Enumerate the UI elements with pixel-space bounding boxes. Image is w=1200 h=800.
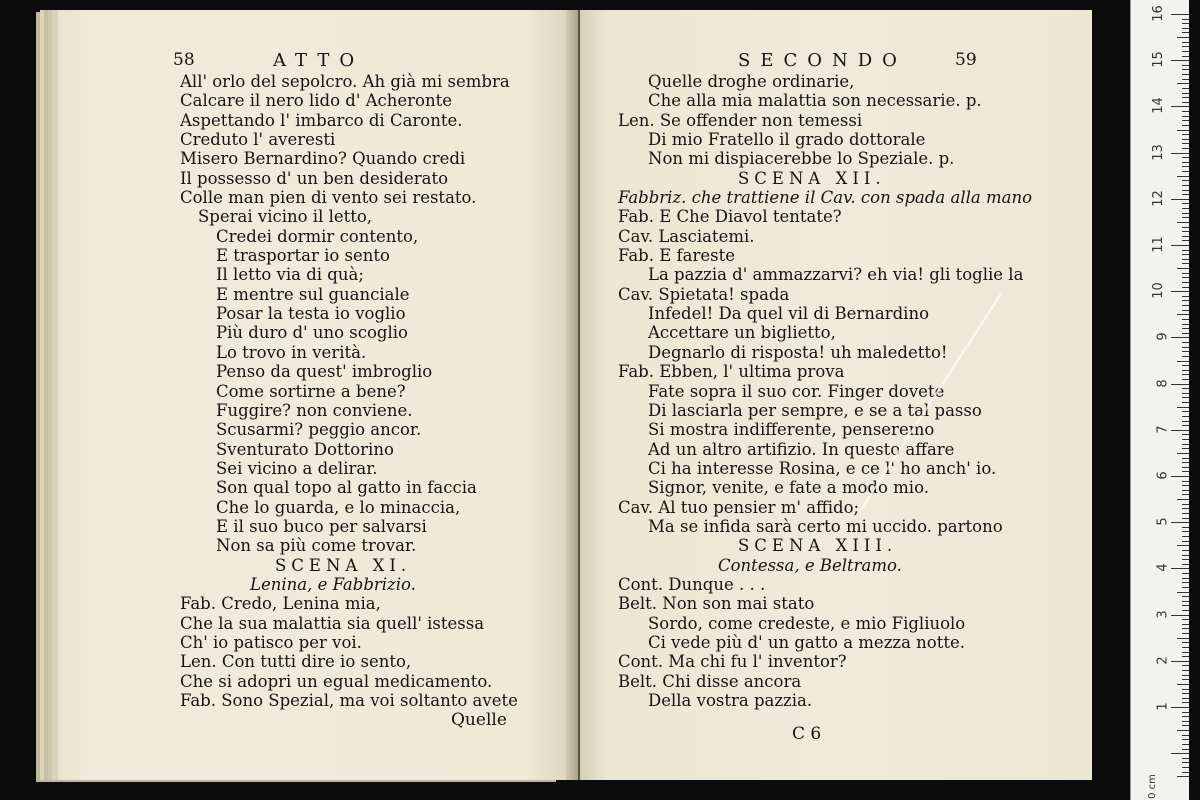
ruler-tick (1182, 259, 1189, 260)
ruler-tick (1182, 365, 1189, 366)
left-line: Fab. Sono Spezial, ma voi soltanto avete (180, 691, 518, 710)
ruler-tick (1182, 231, 1189, 232)
ruler-tick (1182, 504, 1189, 505)
ruler-tick (1182, 342, 1189, 343)
ruler-tick (1182, 421, 1189, 422)
ruler-tick (1182, 300, 1189, 301)
ruler-tick (1182, 642, 1189, 643)
ruler-tick (1182, 194, 1189, 195)
right-line: Fabbriz. che trattiene il Cav. con spada alla mano (618, 188, 1032, 208)
ruler-tick (1182, 171, 1189, 172)
ruler-tick (1182, 28, 1189, 29)
ruler-tick (1182, 448, 1189, 449)
right-line: Fab. Ebben, l' ultima prova (618, 362, 845, 382)
left-line: Che lo guarda, e lo minaccia, (216, 497, 461, 517)
ruler-tick (1182, 236, 1189, 237)
ruler-tick (1182, 111, 1189, 112)
left-line: E trasportar io sento (216, 246, 390, 266)
right-line: Ad un altro artifizio. In questo affare (648, 439, 955, 459)
left-line: Sventurato Dottorino (216, 439, 394, 459)
left-line: Il possesso d' un ben desiderato (180, 168, 449, 188)
left-line: Come sortirne a bene? (216, 381, 406, 401)
right-line: Non mi dispiacerebbe lo Speziale. p. (648, 149, 955, 169)
ruler-tick (1182, 411, 1189, 412)
left-line: Più duro d' uno scoglio (216, 323, 408, 343)
ruler-tick (1177, 545, 1189, 546)
left-line: Son qual topo al gatto in faccia (216, 478, 477, 498)
left-line: Non sa più come trovar. (216, 536, 417, 556)
ruler-tick (1171, 522, 1189, 523)
ruler-tick (1182, 518, 1189, 519)
page-number-right: 59 (955, 50, 977, 70)
ruler-tick (1182, 148, 1189, 149)
ruler-tick (1171, 753, 1189, 754)
ruler-tick (1182, 74, 1189, 75)
ruler-tick (1182, 458, 1189, 459)
ruler-tick (1177, 37, 1189, 38)
ruler-tick (1182, 397, 1189, 398)
ruler-tick (1182, 296, 1189, 297)
ruler-tick (1182, 596, 1189, 597)
ruler-tick (1182, 351, 1189, 352)
ruler-tick (1182, 508, 1189, 509)
right-line: Accettare un biglietto, (648, 323, 836, 343)
ruler-tick (1182, 721, 1189, 722)
ruler-tick (1182, 374, 1189, 375)
ruler-tick (1182, 550, 1189, 551)
ruler-tick (1182, 65, 1189, 66)
left-line: All' orlo del sepolcro. Ah già mi sembra (180, 72, 510, 91)
ruler-number: 4 (1155, 563, 1171, 573)
ruler-tick (1177, 314, 1189, 315)
ruler-tick (1182, 633, 1189, 634)
right-line: Cav. Lasciatemi. (618, 226, 755, 246)
signature-mark: C 6 (792, 724, 822, 744)
left-line: SCENA XI. (275, 555, 412, 575)
left-line: Penso da quest' imbroglio (216, 362, 433, 382)
ruler-tick (1182, 416, 1189, 417)
left-line: Scusarmi? peggio ancor. (216, 420, 422, 440)
ruler-tick (1182, 467, 1189, 468)
ruler-tick (1182, 46, 1189, 47)
right-line: Quelle droghe ordinarie, (648, 72, 855, 91)
right-line: Fate sopra il suo cor. Finger dovete (648, 381, 945, 401)
ruler-number: 13 (1151, 143, 1167, 161)
ruler-number: 6 (1155, 471, 1171, 480)
ruler-tick (1182, 162, 1189, 163)
left-line: Aspettando l' imbarco di Caronte. (180, 110, 463, 130)
ruler-tick (1182, 513, 1189, 514)
ruler-tick (1182, 282, 1189, 283)
catchword: Quelle (451, 710, 507, 730)
ruler-tick (1182, 619, 1189, 620)
ruler-tick (1171, 337, 1189, 338)
right-line: La pazzia d' ammazzarvi? eh via! gli toglie la (648, 265, 1024, 285)
left-line: Il letto via di quà; (216, 265, 364, 285)
ruler-tick (1171, 199, 1189, 200)
ruler-tick (1182, 51, 1189, 52)
ruler-tick (1182, 393, 1189, 394)
ruler-tick (1182, 587, 1189, 588)
page-number-left: 58 (173, 50, 195, 70)
right-line: Contessa, e Beltramo. (718, 555, 902, 575)
ruler-tick (1177, 83, 1189, 84)
ruler-tick (1177, 730, 1189, 731)
ruler-tick (1182, 601, 1189, 602)
right-line: Cont. Ma chi fu l' inventor? (618, 652, 847, 672)
left-line: Ch' io patisco per voi. (180, 632, 362, 652)
ruler-tick (1182, 305, 1189, 306)
left-line: Misero Bernardino? Quando credi (180, 149, 466, 169)
ruler-tick (1182, 88, 1189, 89)
ruler-tick (1182, 287, 1189, 288)
ruler-tick (1182, 240, 1189, 241)
ruler-tick (1177, 684, 1189, 685)
ruler-tick (1182, 531, 1189, 532)
ruler-tick (1182, 139, 1189, 140)
ruler-number: 10 (1151, 282, 1167, 299)
ruler-tick (1171, 661, 1189, 662)
ruler-tick (1177, 407, 1189, 408)
ruler-tick (1182, 536, 1189, 537)
ruler-tick (1182, 425, 1189, 426)
ruler-tick (1182, 56, 1189, 57)
ruler-tick (1182, 712, 1189, 713)
ruler-number: 2 (1155, 656, 1171, 665)
ruler-tick (1182, 485, 1189, 486)
left-line: Sei vicino a delirar. (216, 458, 378, 478)
right-page-text (618, 72, 1032, 710)
ruler-tick (1182, 494, 1189, 495)
ruler-tick (1182, 388, 1189, 389)
ruler-tick (1182, 333, 1189, 334)
right-line: Di lasciarla per sempre, e se a tal passo (648, 400, 982, 420)
ruler-tick (1182, 564, 1189, 565)
ruler-tick (1182, 203, 1189, 204)
ruler-tick (1171, 106, 1189, 107)
ruler-tick (1182, 578, 1189, 579)
ruler-tick (1182, 735, 1189, 736)
ruler-number: 11 (1151, 236, 1167, 253)
right-line: Si mostra indifferente, penseremo (648, 420, 935, 440)
ruler-number: 15 (1151, 51, 1167, 68)
ruler-number: 9 (1155, 332, 1171, 342)
left-line: Colle man pien di vento sei restato. (180, 188, 477, 208)
ruler-tick (1182, 250, 1189, 251)
ruler-tick (1177, 361, 1189, 362)
ruler-tick (1182, 379, 1189, 380)
ruler-tick (1182, 624, 1189, 625)
ruler-tick (1182, 462, 1189, 463)
ruler-tick (1182, 471, 1189, 472)
ruler-tick (1182, 647, 1189, 648)
ruler-number: 16 (1151, 5, 1167, 22)
ruler-tick (1171, 291, 1189, 292)
ruler-tick (1182, 166, 1189, 167)
ruler-tick (1182, 698, 1189, 699)
ruler-tick (1182, 541, 1189, 542)
ruler-number: 14 (1151, 97, 1167, 115)
right-line: Fab. E fareste (618, 246, 735, 266)
ruler-tick (1182, 254, 1189, 255)
ruler-tick (1182, 143, 1189, 144)
right-line: Sordo, come credeste, e mio Figliuolo (648, 613, 966, 633)
left-line: Posar la testa io voglio (216, 304, 406, 324)
ruler-tick (1171, 707, 1189, 708)
ruler-tick (1182, 93, 1189, 94)
right-line: SCENA XII. (738, 168, 886, 188)
ruler-tick (1182, 481, 1189, 482)
measuring-ruler (1130, 0, 1189, 800)
right-line: SCENA XIII. (738, 536, 898, 556)
ruler-tick (1182, 689, 1189, 690)
ruler-number: 3 (1155, 609, 1171, 619)
ruler-tick (1182, 180, 1189, 181)
ruler-tick (1177, 776, 1189, 777)
ruler-tick (1182, 693, 1189, 694)
left-line: Creduto l' averesti (180, 130, 336, 150)
ruler-tick (1182, 324, 1189, 325)
ruler-tick (1182, 227, 1189, 228)
left-line: Credei dormir contento, (216, 226, 419, 246)
right-line: Degnarlo di risposta! uh maledetto! (648, 342, 948, 362)
ruler-tick (1182, 744, 1189, 745)
ruler-tick (1182, 555, 1189, 556)
ruler-tick (1182, 310, 1189, 311)
left-line: Che la sua malattia sia quell' istessa (180, 613, 485, 633)
open-book (18, 10, 1098, 790)
ruler-number: 8 (1155, 378, 1171, 388)
ruler-tick (1182, 527, 1189, 528)
ruler-tick (1182, 273, 1189, 274)
ruler-tick (1182, 444, 1189, 445)
ruler-number: 7 (1155, 425, 1171, 434)
ruler-tick (1182, 439, 1189, 440)
right-line: Belt. Non son mai stato (618, 594, 815, 614)
right-line: Della vostra pazzia. (648, 691, 813, 710)
ruler-tick (1182, 767, 1189, 768)
ruler-tick (1182, 656, 1189, 657)
ruler-tick (1182, 157, 1189, 158)
ruler-tick (1182, 702, 1189, 703)
ruler-tick (1177, 453, 1189, 454)
right-line: Cav. Al tuo pensier m' affido; (618, 497, 860, 517)
ruler-tick (1182, 23, 1189, 24)
ruler-tick (1182, 739, 1189, 740)
left-line: Lenina, e Fabbrizio. (250, 574, 416, 594)
running-head-left: ATTO (273, 50, 365, 71)
left-line: Calcare il nero lido d' Acheronte (180, 91, 453, 111)
ruler-tick (1182, 347, 1189, 348)
right-line: Ci vede più d' un gatto a mezza notte. (648, 632, 965, 652)
ruler-tick (1182, 134, 1189, 135)
ruler-tick (1182, 69, 1189, 70)
right-line: Fab. E Che Diavol tentate? (618, 207, 842, 227)
right-page (580, 10, 1092, 780)
ruler-tick (1177, 130, 1189, 131)
right-line: Len. Se offender non temessi (618, 110, 863, 130)
ruler-tick (1182, 675, 1189, 676)
ruler-tick (1182, 725, 1189, 726)
ruler-tick (1171, 615, 1189, 616)
ruler-tick (1182, 762, 1189, 763)
left-page (58, 10, 578, 780)
ruler-tick (1177, 499, 1189, 500)
ruler-tick (1182, 670, 1189, 671)
ruler-number: 12 (1151, 190, 1167, 207)
running-head-right: SECONDO (738, 50, 907, 71)
right-line: Cav. Spietata! spada (618, 284, 790, 304)
ruler-tick (1177, 592, 1189, 593)
ruler-tick (1182, 79, 1189, 80)
right-line: Belt. Chi disse ancora (618, 671, 802, 691)
left-line: Lo trovo in verità. (216, 342, 367, 362)
ruler-tick (1182, 582, 1189, 583)
ruler-tick (1182, 120, 1189, 121)
left-line: Len. Con tutti dire io sento, (180, 652, 412, 672)
ruler-tick (1182, 652, 1189, 653)
ruler-tick (1182, 573, 1189, 574)
ruler-unit-label: 0 cm (1147, 774, 1159, 799)
ruler-tick (1182, 32, 1189, 33)
ruler-tick (1171, 153, 1189, 154)
ruler-tick (1171, 384, 1189, 385)
left-line: Fab. Credo, Lenina mia, (180, 594, 381, 614)
left-line: Fuggire? non conviene. (216, 400, 413, 420)
right-line: Di mio Fratello il grado dottorale (648, 130, 926, 150)
left-line: E il suo buco per salvarsi (216, 516, 427, 536)
ruler-tick (1182, 402, 1189, 403)
ruler-tick (1182, 749, 1189, 750)
ruler-tick (1182, 263, 1189, 264)
ruler-tick (1171, 430, 1189, 431)
right-line: Cont. Dunque . . . (618, 574, 766, 594)
ruler-tick (1182, 758, 1189, 759)
ruler-tick (1182, 116, 1189, 117)
ruler-tick (1182, 772, 1189, 773)
ruler-tick (1171, 14, 1189, 15)
ruler-tick (1182, 610, 1189, 611)
right-line: Che alla mia malattia son necessarie. p. (648, 91, 982, 111)
ruler-number: 5 (1155, 517, 1171, 526)
ruler-tick (1177, 638, 1189, 639)
ruler-tick (1171, 60, 1189, 61)
ruler-tick (1182, 102, 1189, 103)
ruler-tick (1182, 716, 1189, 717)
ruler-tick (1177, 268, 1189, 269)
ruler-tick (1182, 277, 1189, 278)
ruler-tick (1182, 490, 1189, 491)
ruler-number: 1 (1155, 702, 1171, 711)
ruler-tick (1182, 628, 1189, 629)
left-line: Che si adopri un egual medicamento. (180, 671, 493, 691)
right-line: Ci ha interesse Rosina, e ce l' ho anch' io. (648, 458, 997, 478)
right-line: Infedel! Da quel vil di Bernardino (648, 304, 930, 324)
right-line: Signor, venite, e fate a modo mio. (648, 478, 929, 498)
left-page-text (180, 72, 518, 710)
ruler-tick (1182, 213, 1189, 214)
ruler-tick (1182, 356, 1189, 357)
ruler-tick (1171, 245, 1189, 246)
ruler-tick (1171, 568, 1189, 569)
ruler-tick (1182, 319, 1189, 320)
ruler-tick (1182, 328, 1189, 329)
ruler-tick (1177, 222, 1189, 223)
ruler-tick (1177, 176, 1189, 177)
ruler-tick (1182, 370, 1189, 371)
ruler-tick (1182, 434, 1189, 435)
ruler-tick (1182, 190, 1189, 191)
ruler-tick (1182, 42, 1189, 43)
left-line: E mentre sul guanciale (216, 284, 410, 304)
ruler-tick (1182, 19, 1189, 20)
ruler-tick (1182, 217, 1189, 218)
ruler-tick (1182, 665, 1189, 666)
ruler-tick (1182, 97, 1189, 98)
ruler-tick (1171, 476, 1189, 477)
right-line: Ma se infida sarà certo mi uccido. partono (648, 516, 1003, 536)
ruler-tick (1182, 125, 1189, 126)
ruler-tick (1182, 559, 1189, 560)
ruler-tick (1182, 208, 1189, 209)
ruler-tick (1182, 679, 1189, 680)
ruler-tick (1182, 185, 1189, 186)
ruler-tick (1182, 605, 1189, 606)
left-line: Sperai vicino il letto, (198, 207, 373, 227)
